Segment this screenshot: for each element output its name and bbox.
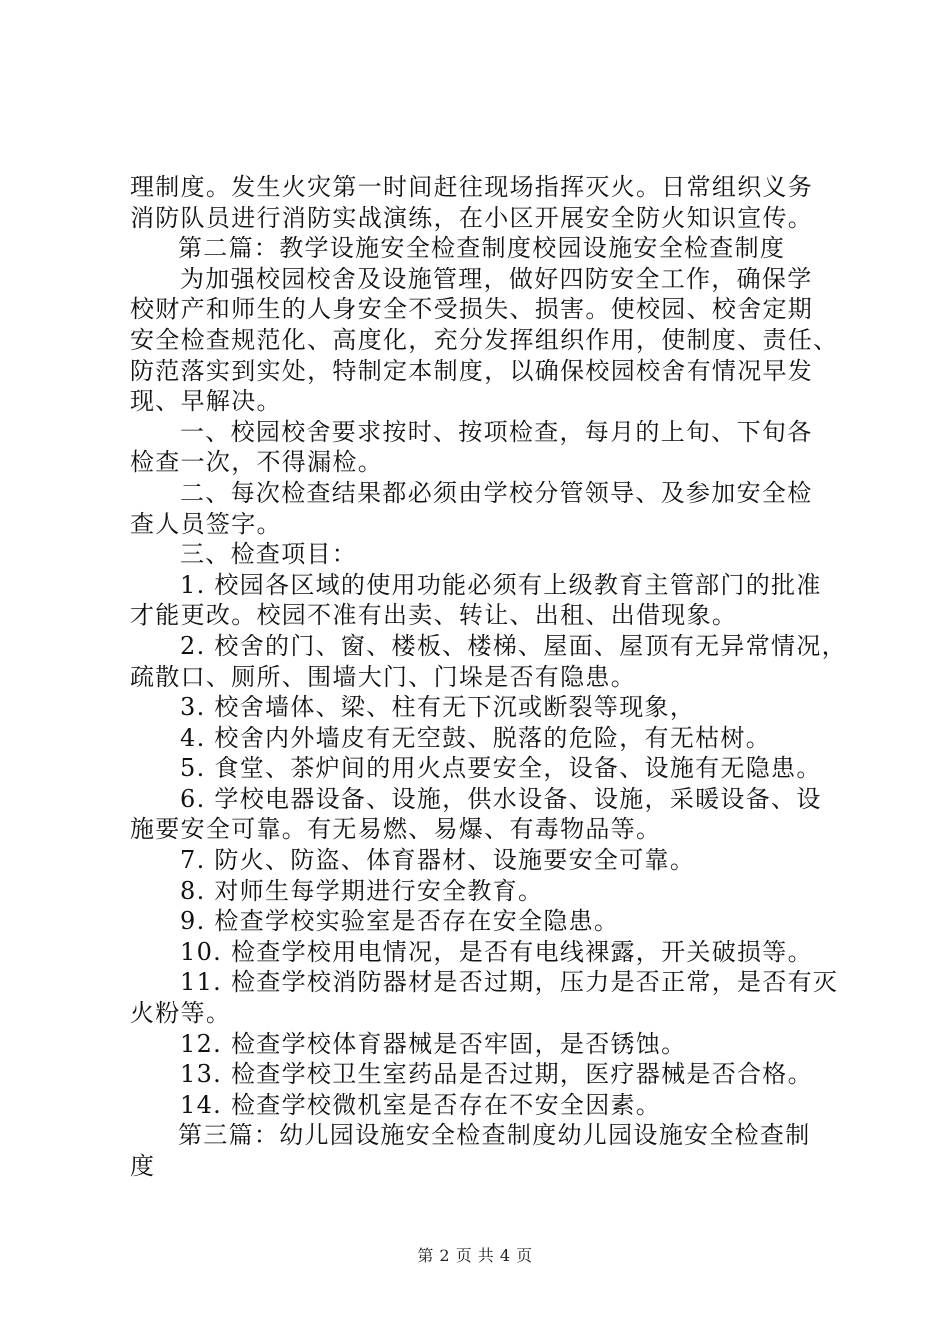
list-item: 10. 检查学校用电情况，是否有电线裸露，开关破损等。: [180, 937, 813, 966]
paragraph-line: 安全检查规范化、高度化，充分发挥组织作用，使制度、责任、: [130, 325, 839, 354]
section-heading: 第三篇：幼儿园设施安全检查制度幼儿园设施安全检查制: [178, 1121, 811, 1150]
section-heading: 第二篇：教学设施安全检查制度校园设施安全检查制度: [178, 234, 786, 263]
paragraph-line: 检查一次，不得漏检。: [130, 448, 383, 477]
list-item: 6. 学校电器设备、设施，供水设备、设施，采暖设备、设: [180, 784, 822, 813]
list-item-continuation: 才能更改。校园不准有出卖、转让、出租、出借现象。: [130, 601, 738, 630]
list-item: 2. 校舍的门、窗、楼板、楼梯、屋面、屋顶有无异常情况，: [180, 631, 847, 660]
list-item: 1. 校园各区域的使用功能必须有上级教育主管部门的批准: [180, 570, 822, 599]
paragraph-line: 理制度。发生火灾第一时间赶往现场指挥灭火。日常组织义务: [130, 173, 814, 201]
paragraph-line: 二、每次检查结果都必须由学校分管领导、及参加安全检: [180, 478, 813, 507]
list-item: 14. 检查学校微机室是否存在不安全因素。: [180, 1090, 662, 1119]
paragraph-line: 校财产和师生的人身安全不受损失、损害。使校园、校舍定期: [130, 295, 814, 324]
list-item: 11. 检查学校消防器材是否过期，压力是否正常，是否有灭: [180, 968, 839, 997]
list-item: 4. 校舍内外墙皮有无空鼓、脱落的危险，有无枯树。: [180, 723, 772, 752]
paragraph-line: 三、检查项目：: [180, 540, 358, 569]
list-item: 8. 对师生每学期进行安全教育。: [180, 876, 544, 905]
list-item: 3. 校舍墙体、梁、柱有无下沉或断裂等现象，: [180, 693, 696, 722]
section-heading-continuation: 度: [130, 1152, 156, 1180]
list-item-continuation: 火粉等。: [130, 999, 232, 1028]
list-item: 5. 食堂、茶炉间的用火点要安全，设备、设施有无隐患。: [180, 754, 822, 783]
list-item: 12. 检查学校体育器械是否牢固，是否锈蚀。: [180, 1029, 687, 1058]
paragraph-line: 查人员签字。: [130, 509, 282, 538]
paragraph-line: 一、校园校舍要求按时、按项检查，每月的上旬、下旬各: [180, 417, 813, 446]
list-item-continuation: 施要安全可靠。有无易燃、易爆、有毒物品等。: [130, 815, 662, 844]
paragraph-line: 防范落实到实处，特制定本制度，以确保校园校舍有情况早发: [130, 356, 814, 385]
list-item: 9. 检查学校实验室是否存在安全隐患。: [180, 907, 620, 936]
list-item: 7. 防火、防盗、体育器材、设施要安全可靠。: [180, 846, 696, 875]
list-item-continuation: 疏散口、厕所、围墙大门、门垛是否有隐患。: [130, 662, 636, 691]
document-body: [130, 172, 847, 1182]
list-item: 13. 检查学校卫生室药品是否过期，医疗器械是否合格。: [180, 1060, 813, 1089]
paragraph-line: 现、早解决。: [130, 387, 282, 416]
page-footer: 第 2 页 共 4 页: [417, 1246, 533, 1265]
paragraph-line: 消防队员进行消防实战演练，在小区开展安全防火知识宣传。: [130, 203, 814, 232]
paragraph-line: 为加强校园校舍及设施管理，做好四防安全工作，确保学: [180, 264, 813, 293]
